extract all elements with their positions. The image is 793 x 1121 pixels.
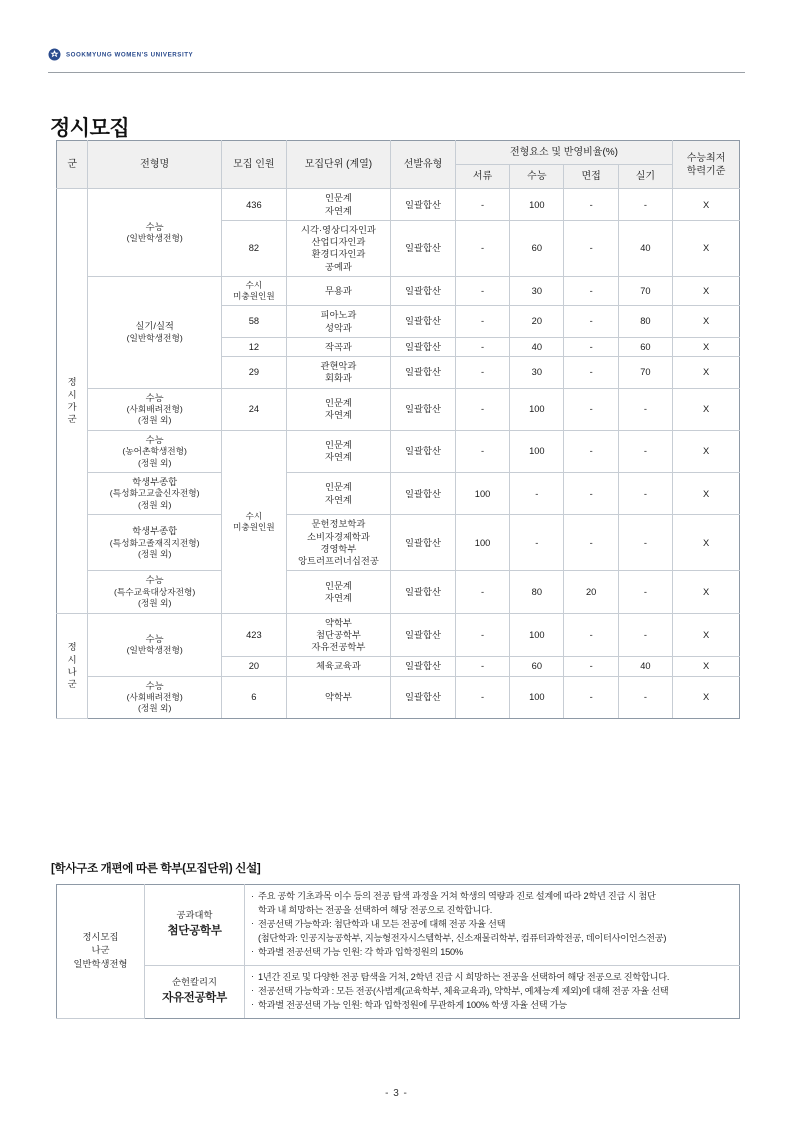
cell-recruit-unit xyxy=(286,337,390,356)
cell-interview-ratio: - xyxy=(564,357,618,389)
cell-selection-type: 일괄합산 xyxy=(391,388,456,430)
cell-suneung-ratio: - xyxy=(510,473,564,515)
cell-selection-type: 일괄합산 xyxy=(391,571,456,613)
cell-jeonhyeong xyxy=(88,571,222,613)
cell-recruit-count xyxy=(222,337,287,356)
description-list xyxy=(251,971,733,1013)
cell-suneung-ratio: 60 xyxy=(510,657,564,676)
table-row xyxy=(57,189,740,221)
cell-department xyxy=(145,965,245,1018)
cell-suneung-ratio: 80 xyxy=(510,571,564,613)
cell-recruit-count xyxy=(222,276,287,305)
jeonhyeong-name: 수능 xyxy=(145,575,164,586)
cell-gun xyxy=(57,189,88,613)
admission-scope-line: 정시모집 xyxy=(82,931,119,942)
cell-interview-ratio: - xyxy=(564,515,618,571)
cell-documents-ratio: 100 xyxy=(455,473,509,515)
college-name: 공과대학 xyxy=(176,910,213,921)
cell-jeonhyeong xyxy=(88,515,222,571)
description-item: 학과 내 희망하는 전공을 선택하여 해당 전공으로 진학합니다. xyxy=(258,904,493,915)
recruit-unit-line: 회화과 xyxy=(324,373,352,384)
jeonhyeong-subname: (정원 외) xyxy=(137,457,172,468)
cell-recruit-unit xyxy=(286,306,390,338)
cell-documents-ratio: - xyxy=(455,189,509,221)
cell-recruit-count xyxy=(222,220,287,276)
recruit-unit-line: 인문계 xyxy=(324,580,352,591)
cell-recruit-unit xyxy=(286,357,390,389)
cell-practical-ratio: 60 xyxy=(618,337,672,356)
col-header-jeonhyeong: 전형명 xyxy=(88,141,222,189)
cell-selection-type: 일괄합산 xyxy=(391,613,456,657)
table-row xyxy=(57,430,740,472)
recruit-unit-line: 성악과 xyxy=(324,322,352,333)
jeonhyeong-subname: (정원 외) xyxy=(137,415,172,426)
cell-recruit-count xyxy=(222,430,287,613)
cell-recruit-count xyxy=(222,306,287,338)
cell-suneung-ratio: 100 xyxy=(510,430,564,472)
cell-min-standard: X xyxy=(673,337,740,356)
recruit-unit-line: 인문계 xyxy=(324,397,352,408)
cell-practical-ratio: 70 xyxy=(618,357,672,389)
cell-interview-ratio: - xyxy=(564,189,618,221)
cell-documents-ratio: - xyxy=(455,388,509,430)
recruit-count-line: 436 xyxy=(246,199,262,210)
recruit-unit-line: 인문계 xyxy=(324,482,352,493)
jeonhyeong-subname: (정원 외) xyxy=(137,499,172,510)
cell-admission-scope xyxy=(57,885,145,1019)
cell-recruit-count xyxy=(222,613,287,657)
gun-char: 군 xyxy=(67,679,77,690)
table-row xyxy=(57,515,740,571)
cell-suneung-ratio: 60 xyxy=(510,220,564,276)
jeonhyeong-subname: (특성화고졸재직지전형) xyxy=(109,537,200,548)
notes-table-body xyxy=(57,885,740,1019)
table-row xyxy=(57,473,740,515)
recruit-unit-line: 인문계 xyxy=(324,193,352,204)
university-name-text: SOOKMYUNG WOMEN'S UNIVERSITY xyxy=(66,51,194,59)
cell-min-standard: X xyxy=(673,276,740,305)
table-row xyxy=(57,276,740,305)
cell-suneung-ratio: 100 xyxy=(510,189,564,221)
cell-department xyxy=(145,885,245,966)
cell-selection-type: 일괄합산 xyxy=(391,189,456,221)
table-row xyxy=(57,676,740,718)
page-title: 정시모집 xyxy=(50,117,130,141)
cell-suneung-ratio: 100 xyxy=(510,388,564,430)
cell-jeonhyeong xyxy=(88,613,222,676)
recruit-unit-line: 자연계 xyxy=(324,410,352,421)
cell-min-standard: X xyxy=(673,657,740,676)
description-item: (첨단학과: 인공지능공학부, 지능형전자시스템학부, 신소재물리학부, 컴퓨터과학전공, 데이터사이언스전공) xyxy=(258,932,667,943)
cell-recruit-count xyxy=(222,388,287,430)
jeonhyeong-subname: (정원 외) xyxy=(137,549,172,559)
cell-interview-ratio: - xyxy=(564,473,618,515)
page-footer: - 3 - xyxy=(385,1088,408,1099)
cell-documents-ratio: - xyxy=(455,657,509,676)
recruit-count-line: 12 xyxy=(248,341,260,352)
recruit-unit-line: 첨단공학부 xyxy=(315,629,361,640)
cell-suneung-ratio: - xyxy=(510,515,564,571)
cell-recruit-unit xyxy=(286,571,390,613)
cell-interview-ratio: - xyxy=(564,676,618,718)
recruit-unit-line: 관현악과 xyxy=(320,361,357,372)
cell-documents-ratio: - xyxy=(455,676,509,718)
jeonhyeong-subname: (일반학생전형) xyxy=(126,645,183,656)
cell-documents-ratio: 100 xyxy=(455,515,509,571)
col-header-recruit-count-line1: 모집 xyxy=(233,159,253,171)
recruit-count-line: 미충원인원 xyxy=(233,291,275,302)
recruit-unit-line: 자연계 xyxy=(324,593,352,604)
notes-row xyxy=(57,965,740,1018)
jeonhyeong-subname: (사회배려전형) xyxy=(126,403,183,414)
recruit-unit-line: 인문계 xyxy=(324,440,352,451)
col-header-unit-sub: (계열) xyxy=(346,159,373,171)
cell-min-standard: X xyxy=(673,306,740,338)
cell-recruit-count xyxy=(222,657,287,676)
recruit-unit-line: 자연계 xyxy=(324,452,352,463)
description-item: · 주요 공학 기초과목 이수 등의 전공 탐색 과정을 거쳐 학생의 역량과 진로 설계에 따라 2학년 진급 시 첨단 xyxy=(251,890,733,904)
cell-selection-type: 일괄합산 xyxy=(391,337,456,356)
jeonhyeong-subname: (농어촌학생전형) xyxy=(122,446,187,457)
gun-char: 군 xyxy=(67,414,77,425)
table-header xyxy=(57,141,740,189)
recruit-count-line: 수시 xyxy=(245,279,263,290)
col-header-unit-main: 모집단위 xyxy=(304,159,344,171)
cell-recruit-count xyxy=(222,676,287,718)
admission-scope-line: 나군 xyxy=(91,945,110,956)
description-item: · 전공선택 가능학과 : 모든 전공(사범계(교육학부, 체육교육과), 약학부, 예체능계 제외)에 대해 전공 자율 선택 xyxy=(251,985,733,999)
cell-min-standard: X xyxy=(673,430,740,472)
cell-jeonhyeong xyxy=(88,388,222,430)
col-header-gun: 군 xyxy=(57,141,88,189)
col-header-min-standard-line2: 학력기준 xyxy=(686,165,726,177)
cell-practical-ratio: - xyxy=(618,676,672,718)
cell-department-description xyxy=(245,885,740,966)
university-logo xyxy=(48,48,193,61)
cell-min-standard: X xyxy=(673,613,740,657)
cell-interview-ratio: - xyxy=(564,337,618,356)
cell-suneung-ratio: 100 xyxy=(510,613,564,657)
cell-documents-ratio: - xyxy=(455,220,509,276)
jeonhyeong-subname: (사회배려전형) xyxy=(126,691,183,702)
new-departments-table xyxy=(56,884,740,1019)
col-header-recruit-count-line2: 인원 xyxy=(255,159,275,171)
cell-gun xyxy=(57,613,88,718)
recruit-count-line: 수시 xyxy=(245,510,263,521)
recruit-unit-line: 자연계 xyxy=(324,205,352,216)
cell-documents-ratio: - xyxy=(455,357,509,389)
table-body xyxy=(57,189,740,719)
cell-documents-ratio: - xyxy=(455,613,509,657)
cell-recruit-unit xyxy=(286,515,390,571)
cell-interview-ratio: - xyxy=(564,430,618,472)
recruit-count-line: 58 xyxy=(248,316,260,327)
table-row xyxy=(57,571,740,613)
jeongsi-recruitment-table xyxy=(56,140,740,719)
cell-recruit-unit xyxy=(286,189,390,221)
col-header-documents: 서류 xyxy=(455,165,509,189)
cell-selection-type: 일괄합산 xyxy=(391,473,456,515)
table-row xyxy=(57,388,740,430)
cell-min-standard: X xyxy=(673,676,740,718)
gun-char: 나 xyxy=(67,666,77,677)
cell-documents-ratio: - xyxy=(455,306,509,338)
col-header-practical: 실기 xyxy=(618,165,672,189)
admission-scope-line: 일반학생전형 xyxy=(73,959,128,970)
col-header-min-standard xyxy=(673,141,740,189)
recruit-count-line: 29 xyxy=(248,367,260,378)
cell-practical-ratio: - xyxy=(618,388,672,430)
cell-practical-ratio: 70 xyxy=(618,276,672,305)
recruit-unit-line: 환경디자인과 xyxy=(311,249,366,260)
recruit-unit-line: 소비자경제학과 xyxy=(307,531,370,542)
page-header xyxy=(48,48,745,73)
cell-min-standard: X xyxy=(673,515,740,571)
cell-min-standard: X xyxy=(673,388,740,430)
cell-selection-type: 일괄합산 xyxy=(391,357,456,389)
col-header-interview: 면접 xyxy=(564,165,618,189)
col-header-elements-group: 전형요소 및 반영비율(%) xyxy=(455,141,672,165)
cell-suneung-ratio: 30 xyxy=(510,276,564,305)
cell-min-standard: X xyxy=(673,473,740,515)
description-item: · 1년간 진로 및 다양한 전공 탐색을 거쳐, 2학년 진급 시 희망하는 전공을 선택하여 해당 전공으로 진학합니다. xyxy=(251,971,733,985)
col-header-recruit-count xyxy=(222,141,287,189)
jeonhyeong-name: 실기/실적 xyxy=(135,321,174,332)
jeonhyeong-subname: (정원 외) xyxy=(137,703,172,714)
cell-recruit-count xyxy=(222,189,287,221)
jeonhyeong-subname: (특성화고교출신자전형) xyxy=(109,488,200,499)
cell-suneung-ratio: 20 xyxy=(510,306,564,338)
col-header-min-standard-line1: 수능최저 xyxy=(686,152,726,164)
cell-suneung-ratio: 100 xyxy=(510,676,564,718)
cell-department-description xyxy=(245,965,740,1018)
cell-documents-ratio: - xyxy=(455,337,509,356)
cell-interview-ratio: - xyxy=(564,657,618,676)
cell-recruit-unit xyxy=(286,473,390,515)
cell-min-standard: X xyxy=(673,220,740,276)
cell-documents-ratio: - xyxy=(455,276,509,305)
cell-recruit-unit xyxy=(286,276,390,305)
recruit-unit-line: 공예과 xyxy=(324,261,352,272)
cell-selection-type: 일괄합산 xyxy=(391,676,456,718)
recruit-unit-line: 약학부 xyxy=(324,617,352,628)
cell-interview-ratio: - xyxy=(564,388,618,430)
recruit-unit-line: 약학부 xyxy=(324,692,352,703)
jeonhyeong-name: 수능 xyxy=(145,680,164,691)
gun-char: 시 xyxy=(67,654,77,665)
recruit-unit-line: 체육교육과 xyxy=(315,661,361,672)
cell-recruit-unit xyxy=(286,657,390,676)
cell-min-standard: X xyxy=(673,571,740,613)
cell-interview-ratio: - xyxy=(564,220,618,276)
cell-practical-ratio: - xyxy=(618,189,672,221)
recruit-unit-line: 작곡과 xyxy=(324,341,352,352)
jeonhyeong-subname: (일반학생전형) xyxy=(126,233,183,244)
gun-char: 시 xyxy=(67,389,77,400)
recruit-count-line: 6 xyxy=(251,692,257,703)
jeonhyeong-name: 수능 xyxy=(145,434,164,445)
cell-selection-type: 일괄합산 xyxy=(391,306,456,338)
cell-selection-type: 일괄합산 xyxy=(391,276,456,305)
recruit-count-line: 82 xyxy=(248,243,260,254)
cell-min-standard: X xyxy=(673,357,740,389)
cell-selection-type: 일괄합산 xyxy=(391,515,456,571)
recruit-unit-line: 문헌정보학과 xyxy=(311,519,366,530)
college-name: 순헌칼리지 xyxy=(172,977,217,988)
new-departments-heading: [학사구조 개편에 따른 학부(모집단위) 신설] xyxy=(51,863,261,875)
jeonhyeong-name: 수능 xyxy=(145,221,164,232)
description-list xyxy=(251,890,733,960)
cell-recruit-unit xyxy=(286,613,390,657)
col-header-selection-type: 선발유형 xyxy=(391,141,456,189)
cell-jeonhyeong xyxy=(88,676,222,718)
cell-practical-ratio: 40 xyxy=(618,220,672,276)
table-row xyxy=(57,613,740,657)
cell-practical-ratio: - xyxy=(618,571,672,613)
cell-practical-ratio: 40 xyxy=(618,657,672,676)
cell-practical-ratio: - xyxy=(618,515,672,571)
cell-selection-type: 일괄합산 xyxy=(391,657,456,676)
cell-selection-type: 일괄합산 xyxy=(391,430,456,472)
cell-interview-ratio: - xyxy=(564,613,618,657)
description-item: · 학과별 전공선택 가능 인원: 학과 입학정원에 무관하게 100% 학생 자율 선택 가능 xyxy=(251,999,733,1013)
recruit-count-line: 미충원인원 xyxy=(233,521,275,532)
cell-interview-ratio: - xyxy=(564,276,618,305)
cell-suneung-ratio: 30 xyxy=(510,357,564,389)
notes-row xyxy=(57,885,740,966)
recruit-unit-line: 자연계 xyxy=(324,494,352,505)
department-name: 자유전공학부 xyxy=(162,992,227,1005)
jeonhyeong-name: 수능 xyxy=(145,392,164,403)
sookmyung-seal-icon xyxy=(48,48,61,61)
cell-jeonhyeong xyxy=(88,276,222,388)
cell-documents-ratio: - xyxy=(455,571,509,613)
jeonhyeong-subname: (정원 외) xyxy=(137,598,172,609)
jeonhyeong-name: 수능 xyxy=(145,633,164,644)
cell-suneung-ratio: 40 xyxy=(510,337,564,356)
recruit-unit-line: 시각·영상디자인과 xyxy=(300,224,376,235)
cell-recruit-unit xyxy=(286,430,390,472)
description-item: · 전공선택 가능학과: 첨단학과 내 모든 전공에 대해 전공 자율 선택 xyxy=(251,918,733,932)
jeonhyeong-subname: (특수교육대상자전형) xyxy=(114,586,196,597)
recruit-unit-line: 앙트러프러너십전공 xyxy=(298,556,379,567)
cell-interview-ratio: 20 xyxy=(564,571,618,613)
cell-jeonhyeong xyxy=(88,473,222,515)
cell-recruit-unit xyxy=(286,220,390,276)
department-name: 첨단공학부 xyxy=(167,925,222,938)
jeonhyeong-name: 학생부종합 xyxy=(132,526,178,537)
recruit-unit-line: 무용과 xyxy=(324,286,352,296)
recruit-unit-line: 자유전공학부 xyxy=(311,642,366,653)
gun-char: 정 xyxy=(67,377,77,388)
recruit-unit-line: 경영학부 xyxy=(320,543,357,554)
recruit-unit-line: 피아노과 xyxy=(320,310,357,321)
cell-recruit-count xyxy=(222,357,287,389)
cell-recruit-unit xyxy=(286,676,390,718)
recruit-count-line: 423 xyxy=(246,629,262,640)
jeonhyeong-subname: (일반학생전형) xyxy=(126,332,183,343)
gun-char: 정 xyxy=(67,642,77,653)
recruit-count-line: 20 xyxy=(248,661,260,672)
col-header-unit xyxy=(286,141,390,189)
cell-jeonhyeong xyxy=(88,430,222,472)
cell-practical-ratio: - xyxy=(618,613,672,657)
recruit-count-line: 24 xyxy=(248,404,260,415)
cell-practical-ratio: - xyxy=(618,473,672,515)
cell-practical-ratio: - xyxy=(618,430,672,472)
cell-selection-type: 일괄합산 xyxy=(391,220,456,276)
jeonhyeong-name: 학생부종합 xyxy=(132,477,178,488)
cell-recruit-unit xyxy=(286,388,390,430)
cell-min-standard: X xyxy=(673,189,740,221)
cell-interview-ratio: - xyxy=(564,306,618,338)
col-header-suneung: 수능 xyxy=(510,165,564,189)
recruit-unit-line: 산업디자인과 xyxy=(311,237,366,248)
cell-documents-ratio: - xyxy=(455,430,509,472)
cell-jeonhyeong xyxy=(88,189,222,277)
description-item: · 학과별 전공선택 가능 인원: 각 학과 입학정원의 150% xyxy=(251,946,733,960)
gun-char: 가 xyxy=(67,402,77,412)
cell-practical-ratio: 80 xyxy=(618,306,672,338)
